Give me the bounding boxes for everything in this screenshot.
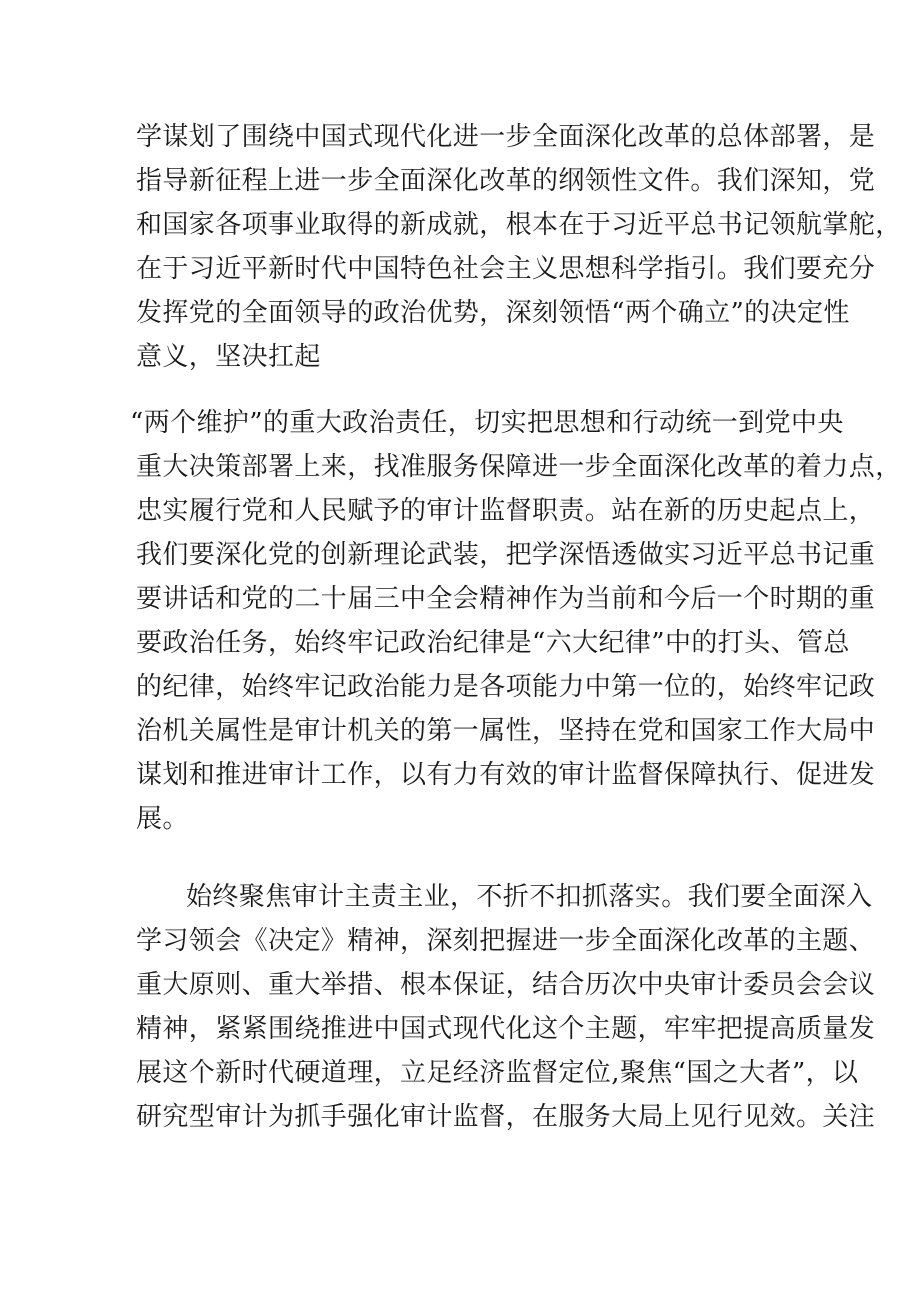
text-line: 和国家各项事业取得的新成就，根本在于习近平总书记领航掌舵， (136, 210, 902, 240)
text-line: 要讲话和党的二十届三中全会精神作为当前和今后一个时期的重 (136, 584, 876, 614)
text-line: 重大决策部署上来，找准服务保障进一步全面深化改革的着力点， (136, 452, 902, 482)
text-line: 展这个新时代硬道理，立足经济监督定位,聚焦“国之大者”，以 (136, 1058, 859, 1088)
text-line: 在于习近平新时代中国特色社会主义思想科学指引。我们要充分 (136, 254, 876, 284)
text-line: 重大原则、重大举措、根本保证，结合历次中央审计委员会会议 (136, 970, 876, 1000)
text-line: 意义，坚决扛起 (136, 342, 321, 372)
text-line: 学习领会《决定》精神，深刻把握进一步全面深化改革的主题、 (136, 926, 876, 956)
text-line: 指导新征程上进一步全面深化改革的纲领性文件。我们深知，党 (136, 166, 876, 196)
text-line: 研究型审计为抓手强化审计监督，在服务大局上见行见效。关注 (136, 1102, 876, 1132)
text-line: 要政治任务，始终牢记政治纪律是“六大纪律”中的打头、管总 (136, 628, 850, 658)
text-line: 发挥党的全面领导的政治优势，深刻领悟“两个确立”的决定性 (136, 298, 850, 328)
text-line: 展。 (136, 804, 189, 834)
text-line: 的纪律，始终牢记政治能力是各项能力中第一位的，始终牢记政 (136, 672, 876, 702)
text-line: 谋划和推进审计工作，以有力有效的审计监督保障执行、促进发 (136, 760, 876, 790)
text-line: 治机关属性是审计机关的第一属性，坚持在党和国家工作大局中 (136, 716, 876, 746)
text-line: 我们要深化党的创新理论武装，把学深悟透做实习近平总书记重 (136, 540, 876, 570)
text-line: 学谋划了围绕中国式现代化进一步全面深化改革的总体部署，是 (136, 122, 876, 152)
paragraph-start-line: 始终聚焦审计主责主业，不折不扣抓落实。我们要全面深入 (186, 882, 873, 912)
text-line: 忠实履行党和人民赋予的审计监督职责。站在新的历史起点上， (136, 496, 876, 526)
text-line: “两个维护”的重大政治责任，切实把思想和行动统一到党中央 (130, 408, 844, 438)
text-line: 精神，紧紧围绕推进中国式现代化这个主题，牢牢把提高质量发 (136, 1014, 876, 1044)
